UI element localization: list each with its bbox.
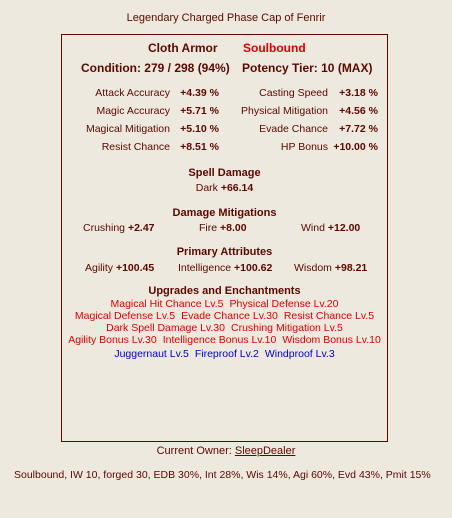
stat-value: +5.71 % [180,105,219,117]
stat-value: +7.72 % [339,123,378,135]
upgrade-item: Magical Hit Chance Lv.5 [110,298,224,310]
upgrade-item: Intelligence Bonus Lv.10 [162,334,277,346]
mitigation-crushing: Crushing +2.47 [83,222,155,234]
enchantment-line [62,348,387,360]
owner-label: Current Owner: [156,445,232,457]
stat-label: Evade Chance [259,123,328,135]
item-stats-panel [61,34,388,442]
item-title: Legendary Charged Phase Cap of Fenrir [126,12,326,24]
armor-type: Cloth Armor [148,41,218,55]
owner-link[interactable]: SleepDealer [234,445,296,457]
mitigation-wind: Wind +12.00 [301,222,361,234]
upgrade-item: Resist Chance Lv.5 [283,310,375,322]
upgrade-line [62,310,387,322]
upgrade-item: Physical Defense Lv.20 [229,298,339,310]
upgrade-item: Crushing Mitigation Lv.5 [231,322,343,334]
upgrade-line [62,298,387,310]
upgrade-item: Magical Defense Lv.5 [74,310,176,322]
upgrade-item: Agility Bonus Lv.30 [68,334,157,346]
upgrade-line [62,322,387,334]
enchantment-item: Windproof Lv.3 [264,348,335,360]
damage-mitigations-heading: Damage Mitigations [172,207,277,219]
stat-label: Casting Speed [259,87,328,99]
soulbound-label: Soulbound [243,41,306,55]
stat-value: +10.00 % [333,141,378,153]
stat-value: +3.18 % [339,87,378,99]
upgrades-heading: Upgrades and Enchantments [148,285,301,297]
mitigation-fire: Fire +8.00 [199,222,247,234]
attribute-intelligence: Intelligence +100.62 [178,262,273,274]
stat-value: +4.39 % [180,87,219,99]
stat-label: Resist Chance [101,141,170,153]
spell-damage-dark: Dark +66.14 [195,182,254,194]
stat-value: +5.10 % [180,123,219,135]
spell-damage-heading: Spell Damage [188,167,261,179]
upgrade-line [62,334,387,346]
stat-value: +4.56 % [339,105,378,117]
primary-attributes-heading: Primary Attributes [176,246,273,258]
attribute-agility: Agility +100.45 [85,262,155,274]
upgrade-item: Evade Chance Lv.30 [181,310,278,322]
stat-value: +8.51 % [180,141,219,153]
stat-label: Attack Accuracy [95,87,170,99]
item-summary: Soulbound, IW 10, forged 30, EDB 30%, Int 28%, Wis 14%, Agi 60%, Evd 43%, Pmit 15% [14,469,431,481]
stat-label: HP Bonus [280,141,328,153]
stat-label: Physical Mitigation [241,105,328,117]
enchantment-item: Fireproof Lv.2 [194,348,259,360]
stat-label: Magic Accuracy [96,105,170,117]
potency-text: Potency Tier: 10 (MAX) [242,61,373,75]
stat-label: Magical Mitigation [85,123,170,135]
condition-text: Condition: 279 / 298 (94%) [81,61,230,75]
attribute-wisdom: Wisdom +98.21 [294,262,368,274]
upgrade-item: Wisdom Bonus Lv.10 [282,334,381,346]
enchantment-item: Juggernaut Lv.5 [114,348,189,360]
current-owner [0,445,452,457]
upgrade-item: Dark Spell Damage Lv.30 [106,322,225,334]
